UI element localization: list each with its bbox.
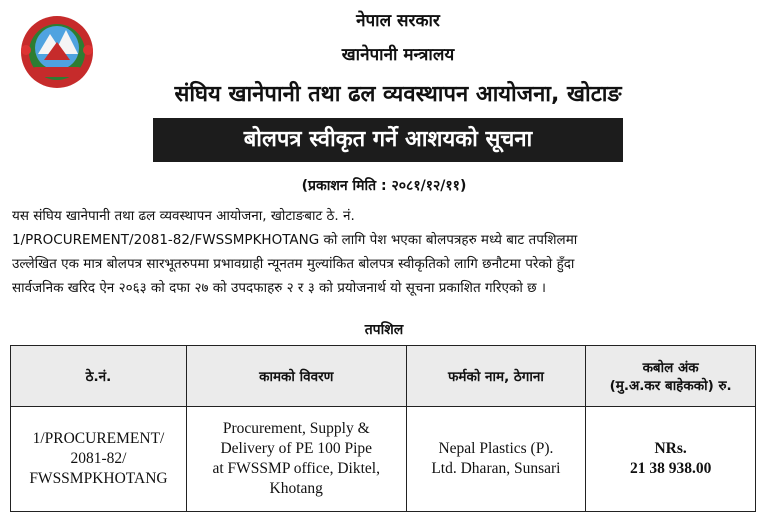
header-amount-line2: (मु.अ.कर बाहेकको) रु. [609,378,732,394]
body-line: उल्लेखित एक मात्र बोलपत्र सारभूतरुपमा प्रभावग्राही न्यूनतम मुल्यांकित बोलपत्र स्वीकृतिको लागि छनौटमा परेको हुँदा [12,256,575,272]
contract-no-line: 2081-82/ [70,450,127,467]
header-description: कामको विवरण [186,346,406,407]
firm-line: Nepal Plastics (P). [438,440,554,457]
header-amount [586,346,756,407]
header-contract-no: ठे.नं. [11,346,187,407]
cell-amount [586,407,756,512]
cell-description [186,407,406,512]
description-line: at FWSSMP office, Diktel, [212,460,380,477]
cell-firm [406,407,586,512]
award-table [10,345,756,512]
government-title: नेपाल सरकार [356,11,440,31]
body-line: यस संघिय खानेपानी तथा ढल व्यवस्थापन आयोजना, खोटाङबाट ठे. नं. [12,208,355,224]
ministry-title: खानेपानी मन्त्रालय [341,45,455,65]
details-heading: तपशिल [364,322,404,338]
notice-title-banner: बोलपत्र स्वीकृत गर्ने आशयको सूचना [153,118,623,162]
notice-body [12,204,756,300]
body-line: 1/PROCUREMENT/2081-82/FWSSMPKHOTANG को लागि पेश भएका बोलपत्रहरु मध्ये बाट तपशिलमा [12,232,578,248]
body-line: सार्वजनिक खरिद ऐन २०६३ को दफा २७ को उपदफाहरु २ र ३ को प्रयोजनार्थ यो सूचना प्रकाशित गरिएको छ । [12,280,547,296]
cell-contract-no [11,407,187,512]
amount-currency: NRs. [654,440,687,457]
publication-date: (प्रकाशन मिति : २०८१/१२/११) [301,178,467,194]
contract-no-line: 1/PROCUREMENT/ [32,430,165,447]
description-line: Khotang [269,480,323,497]
table-row [11,407,756,512]
header-firm: फर्मको नाम, ठेगाना [406,346,586,407]
table-header-row [11,346,756,407]
firm-line: Ltd. Dharan, Sunsari [431,460,561,477]
description-line: Delivery of PE 100 Pipe [220,440,373,457]
contract-no-line: FWSSMPKHOTANG [29,470,168,487]
amount-value: 21 38 938.00 [629,460,712,477]
header-amount-line1: कबोल अंक [642,360,699,376]
description-line: Procurement, Supply & [222,420,370,437]
project-title: संघिय खानेपानी तथा ढल व्यवस्थापन आयोजना, खोटाङ [174,82,622,107]
